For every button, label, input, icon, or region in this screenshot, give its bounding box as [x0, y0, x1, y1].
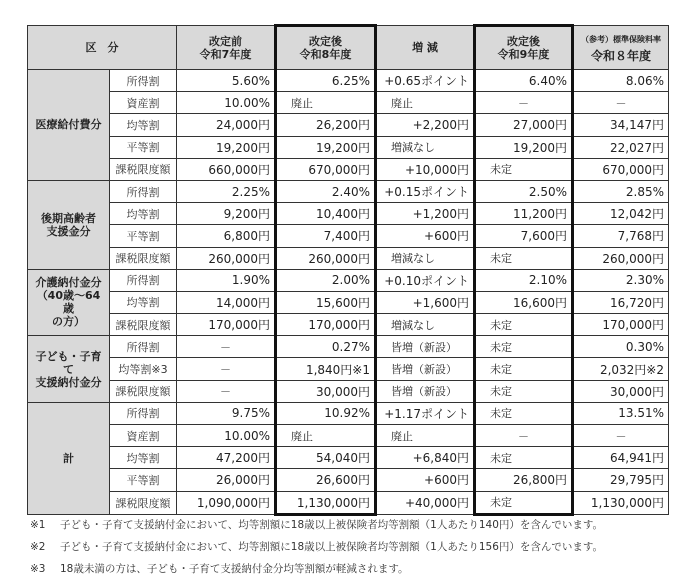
cell-after-r8: 廃止: [276, 425, 376, 447]
cell-after-r8: 10.92%: [276, 402, 376, 424]
row-label: 平等割: [110, 136, 177, 158]
cell-before: 9.75%: [177, 402, 276, 424]
table-row: [28, 314, 669, 336]
row-label: 課税限度額: [110, 158, 177, 180]
table-row: [28, 447, 669, 469]
header-after-r8: 改定後 令和8年度: [276, 26, 376, 70]
table-row: [28, 291, 669, 313]
cell-after-r8: 廃止: [276, 92, 376, 114]
group-label: 介護納付金分 （40歳～64歳 の方）: [28, 269, 110, 336]
cell-reference: 670,000円: [573, 158, 669, 180]
cell-diff: 増減なし: [376, 314, 475, 336]
row-label: 所得割: [110, 336, 177, 358]
row-label: 所得割: [110, 70, 177, 92]
cell-diff: +0.15ポイント: [376, 180, 475, 202]
cell-before: 26,000円: [177, 469, 276, 491]
cell-reference: 2.85%: [573, 180, 669, 202]
cell-after-r8: 26,600円: [276, 469, 376, 491]
cell-after-r9: 19,200円: [475, 136, 573, 158]
cell-after-r8: 2.40%: [276, 180, 376, 202]
cell-before: 19,200円: [177, 136, 276, 158]
cell-diff: 廃止: [376, 92, 475, 114]
cell-before: －: [177, 336, 276, 358]
cell-diff: +10,000円: [376, 158, 475, 180]
footnote-3: ※3 18歳未満の方は、子ども・子育て支援納付金分均等割額が軽減されます。: [30, 563, 409, 575]
cell-after-r8: 10,400円: [276, 203, 376, 225]
cell-diff: +2,200円: [376, 114, 475, 136]
cell-reference: －: [573, 92, 669, 114]
cell-after-r9: 未定: [475, 491, 573, 514]
group-label: 子ども・子育て 支援納付金分: [28, 336, 110, 403]
header-reference: （参考）標準保険料率 令和８年度: [573, 26, 669, 70]
row-label: 課税限度額: [110, 314, 177, 336]
row-label: 課税限度額: [110, 380, 177, 402]
table-row: [28, 225, 669, 247]
table-row: [28, 203, 669, 225]
cell-reference: 22,027円: [573, 136, 669, 158]
cell-reference: 170,000円: [573, 314, 669, 336]
row-label: 資産割: [110, 92, 177, 114]
table-row: [28, 247, 669, 269]
table-row: [28, 336, 669, 358]
cell-after-r8: 54,040円: [276, 447, 376, 469]
cell-reference: 13.51%: [573, 402, 669, 424]
table-row: [28, 114, 669, 136]
row-label: 資産割: [110, 425, 177, 447]
header-diff: 増 減: [376, 26, 475, 70]
group-label: 医療給付費分: [28, 70, 110, 181]
header-category: 区 分: [28, 26, 177, 70]
group-label: 後期高齢者 支援金分: [28, 180, 110, 269]
cell-after-r9: 2.50%: [475, 180, 573, 202]
table-row: [28, 158, 669, 180]
cell-after-r8: 26,200円: [276, 114, 376, 136]
cell-after-r8: 19,200円: [276, 136, 376, 158]
cell-before: 660,000円: [177, 158, 276, 180]
cell-reference: 29,795円: [573, 469, 669, 491]
table-row: [28, 380, 669, 402]
header-after-r9: 改定後 令和9年度: [475, 26, 573, 70]
row-label: 所得割: [110, 180, 177, 202]
table-row: [28, 425, 669, 447]
cell-reference: 2,032円※2: [573, 358, 669, 380]
cell-before: 10.00%: [177, 92, 276, 114]
cell-after-r8: 7,400円: [276, 225, 376, 247]
cell-diff: 皆増（新設）: [376, 380, 475, 402]
cell-after-r9: －: [475, 92, 573, 114]
cell-diff: 増減なし: [376, 247, 475, 269]
cell-after-r8: 1,130,000円: [276, 491, 376, 514]
row-label: 均等割※3: [110, 358, 177, 380]
row-label: 平等割: [110, 225, 177, 247]
cell-diff: 皆増（新設）: [376, 358, 475, 380]
cell-diff: +0.65ポイント: [376, 70, 475, 92]
cell-before: 47,200円: [177, 447, 276, 469]
table-row: [28, 469, 669, 491]
cell-before: 5.60%: [177, 70, 276, 92]
cell-after-r8: 170,000円: [276, 314, 376, 336]
cell-diff: +40,000円: [376, 491, 475, 514]
cell-after-r9: －: [475, 425, 573, 447]
cell-diff: +600円: [376, 469, 475, 491]
footnotes: [30, 514, 603, 580]
table-row: [28, 402, 669, 424]
cell-after-r9: 26,800円: [475, 469, 573, 491]
row-label: 所得割: [110, 402, 177, 424]
cell-after-r9: 11,200円: [475, 203, 573, 225]
cell-reference: 260,000円: [573, 247, 669, 269]
cell-before: －: [177, 358, 276, 380]
cell-after-r9: 未定: [475, 158, 573, 180]
cell-before: 170,000円: [177, 314, 276, 336]
cell-reference: 8.06%: [573, 70, 669, 92]
row-label: 課税限度額: [110, 491, 177, 514]
cell-reference: 12,042円: [573, 203, 669, 225]
cell-before: 6,800円: [177, 225, 276, 247]
row-label: 均等割: [110, 291, 177, 313]
cell-after-r9: 未定: [475, 336, 573, 358]
cell-after-r8: 670,000円: [276, 158, 376, 180]
cell-after-r8: 15,600円: [276, 291, 376, 313]
table-row: [28, 269, 669, 291]
cell-reference: 30,000円: [573, 380, 669, 402]
cell-after-r9: 未定: [475, 247, 573, 269]
cell-before: 260,000円: [177, 247, 276, 269]
header-row: [28, 26, 669, 70]
cell-diff: +1.17ポイント: [376, 402, 475, 424]
table-row: [28, 491, 669, 514]
cell-before: －: [177, 380, 276, 402]
header-before: 改定前 令和7年度: [177, 26, 276, 70]
table-row: [28, 358, 669, 380]
cell-after-r8: 1,840円※1: [276, 358, 376, 380]
cell-before: 10.00%: [177, 425, 276, 447]
cell-after-r8: 0.27%: [276, 336, 376, 358]
cell-after-r9: 未定: [475, 314, 573, 336]
cell-reference: 2.30%: [573, 269, 669, 291]
cell-reference: 34,147円: [573, 114, 669, 136]
cell-diff: +0.10ポイント: [376, 269, 475, 291]
cell-after-r9: 6.40%: [475, 70, 573, 92]
cell-after-r9: 未定: [475, 380, 573, 402]
footnote-2: ※2 子ども・子育て支援納付金において、均等割額に18歳以上被保険者均等割額（1人あたり156円）を含んでいます。: [30, 541, 604, 553]
group-label: 計: [28, 402, 110, 514]
row-label: 均等割: [110, 114, 177, 136]
cell-reference: 64,941円: [573, 447, 669, 469]
cell-before: 1,090,000円: [177, 491, 276, 514]
cell-after-r9: 7,600円: [475, 225, 573, 247]
cell-before: 9,200円: [177, 203, 276, 225]
cell-diff: +6,840円: [376, 447, 475, 469]
cell-after-r8: 260,000円: [276, 247, 376, 269]
cell-after-r9: 未定: [475, 358, 573, 380]
cell-after-r8: 2.00%: [276, 269, 376, 291]
cell-before: 14,000円: [177, 291, 276, 313]
cell-after-r9: 2.10%: [475, 269, 573, 291]
insurance-rate-table: [27, 24, 669, 516]
cell-after-r9: 未定: [475, 447, 573, 469]
footnote-1: ※1 子ども・子育て支援納付金において、均等割額に18歳以上被保険者均等割額（1人あたり140円）を含んでいます。: [30, 519, 604, 531]
cell-diff: +1,600円: [376, 291, 475, 313]
cell-reference: 1,130,000円: [573, 491, 669, 514]
cell-after-r9: 未定: [475, 402, 573, 424]
cell-after-r8: 30,000円: [276, 380, 376, 402]
row-label: 均等割: [110, 447, 177, 469]
cell-before: 24,000円: [177, 114, 276, 136]
row-label: 平等割: [110, 469, 177, 491]
cell-reference: 0.30%: [573, 336, 669, 358]
cell-reference: －: [573, 425, 669, 447]
cell-diff: +1,200円: [376, 203, 475, 225]
table-row: [28, 180, 669, 202]
cell-after-r9: 16,600円: [475, 291, 573, 313]
row-label: 所得割: [110, 269, 177, 291]
cell-after-r9: 27,000円: [475, 114, 573, 136]
row-label: 均等割: [110, 203, 177, 225]
cell-before: 2.25%: [177, 180, 276, 202]
cell-diff: 皆増（新設）: [376, 336, 475, 358]
table-row: [28, 70, 669, 92]
cell-diff: 増減なし: [376, 136, 475, 158]
table-row: [28, 136, 669, 158]
cell-diff: 廃止: [376, 425, 475, 447]
cell-before: 1.90%: [177, 269, 276, 291]
table-row: [28, 92, 669, 114]
cell-reference: 7,768円: [573, 225, 669, 247]
row-label: 課税限度額: [110, 247, 177, 269]
cell-reference: 16,720円: [573, 291, 669, 313]
cell-after-r8: 6.25%: [276, 70, 376, 92]
cell-diff: +600円: [376, 225, 475, 247]
